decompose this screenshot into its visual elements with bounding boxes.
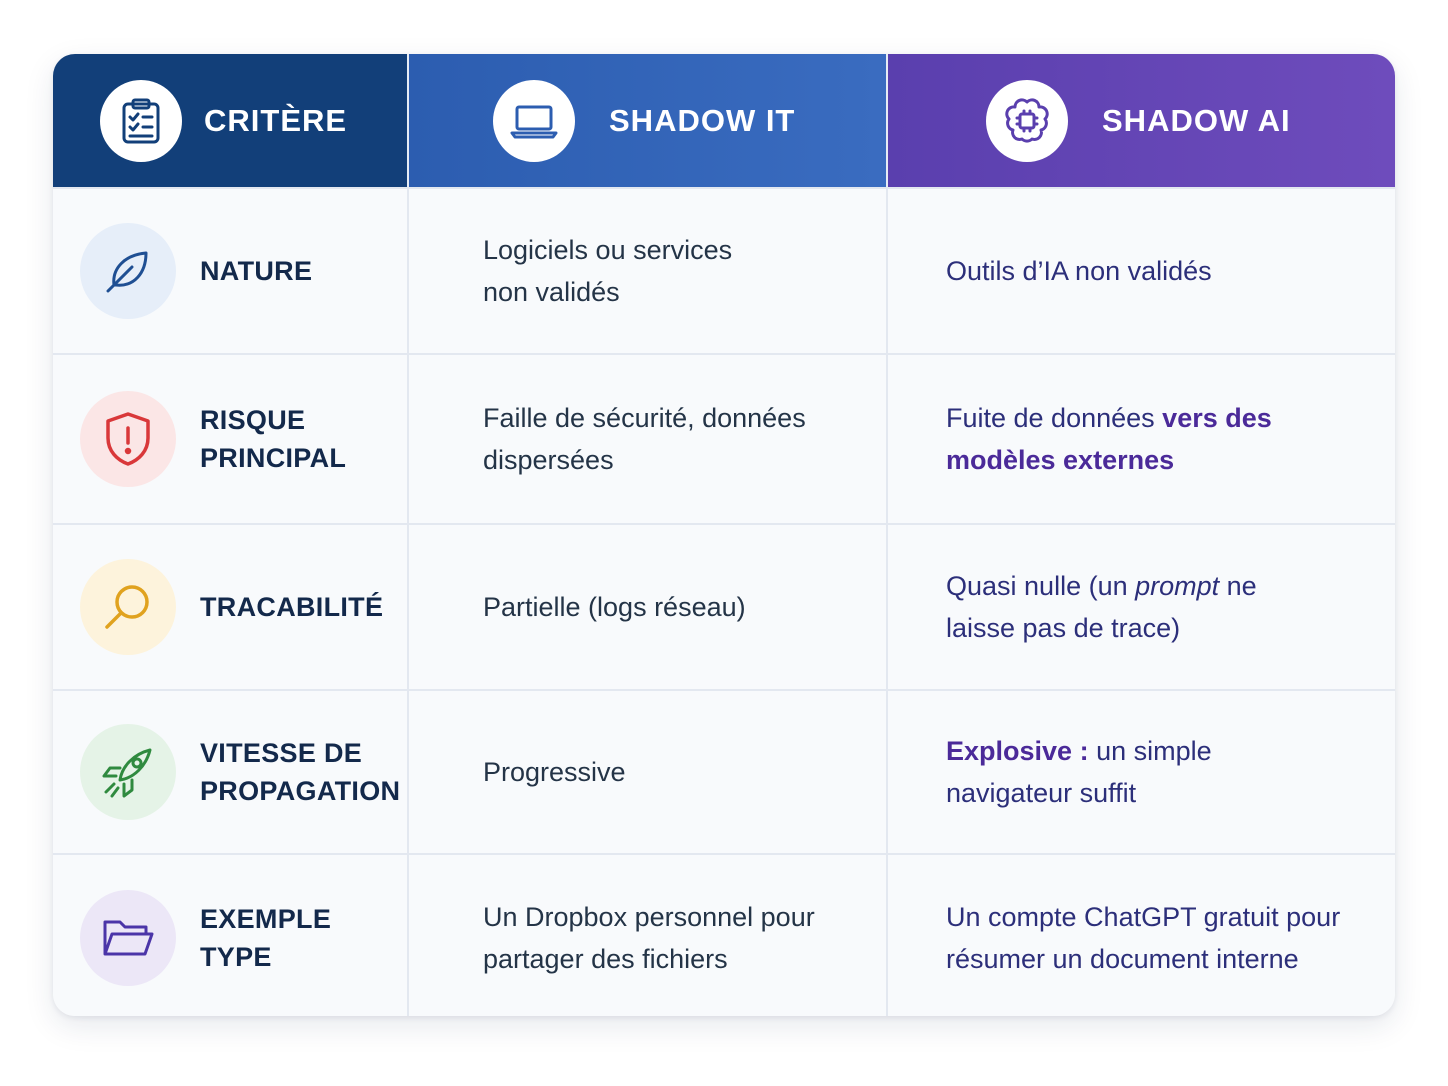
rocket-icon — [80, 724, 176, 820]
clipboard-check-icon — [100, 80, 182, 162]
header-criteria — [53, 54, 407, 187]
shadow-ai-cell: Explosive : un simple navigateur suffit — [886, 691, 1395, 853]
criteria-label: TRACABILITÉ — [200, 592, 384, 622]
shadow-it-cell: Logiciels ou services non validés — [407, 189, 886, 353]
shadow-ai-cell: Quasi nulle (un prompt ne laisse pas de trace) — [886, 525, 1395, 689]
criteria-label: NATURE — [200, 256, 313, 286]
laptop-icon — [493, 80, 575, 162]
header-shadow-it-label: SHADOW IT — [609, 102, 796, 138]
shadow-it-cell: Progressive — [407, 691, 886, 853]
magnifier-icon — [80, 559, 176, 655]
criteria-cell — [53, 691, 407, 853]
criteria-cell — [53, 855, 407, 1016]
shadow-it-cell: Partielle (logs réseau) — [407, 525, 886, 689]
shadow-it-cell: Un Dropbox personnel pour partager des fichiers — [407, 855, 886, 1016]
shadow-ai-cell: Un compte ChatGPT gratuit pour résumer un document interne — [886, 855, 1395, 1016]
table-row-vitesse — [53, 689, 1395, 853]
shadow-ai-cell: Fuite de données vers des modèles externes — [886, 355, 1395, 523]
table-header — [53, 54, 1395, 187]
chip-icon — [986, 80, 1068, 162]
shadow-ai-cell: Outils d’IA non validés — [886, 189, 1395, 353]
table-row-nature — [53, 187, 1395, 353]
header-shadow-ai-label: SHADOW AI — [1102, 102, 1291, 138]
header-criteria-label: CRITÈRE — [204, 102, 348, 138]
criteria-cell — [53, 355, 407, 523]
criteria-cell — [53, 525, 407, 689]
table-row-tracabilite — [53, 523, 1395, 689]
shield-alert-icon — [80, 391, 176, 487]
comparison-table — [53, 54, 1395, 1016]
table-row-exemple — [53, 853, 1395, 1016]
header-shadow-ai — [886, 54, 1395, 187]
criteria-cell — [53, 189, 407, 353]
criteria-label: VITESSE DE PROPAGATION — [200, 738, 401, 806]
criteria-label: EXEMPLE TYPE — [200, 903, 332, 972]
header-shadow-it — [407, 54, 886, 187]
shadow-it-cell: Faille de sécurité, données dispersées — [407, 355, 886, 523]
folder-icon — [80, 890, 176, 986]
table-row-risque — [53, 353, 1395, 523]
criteria-label: RISQUE PRINCIPAL — [200, 405, 347, 473]
leaf-icon — [80, 223, 176, 319]
